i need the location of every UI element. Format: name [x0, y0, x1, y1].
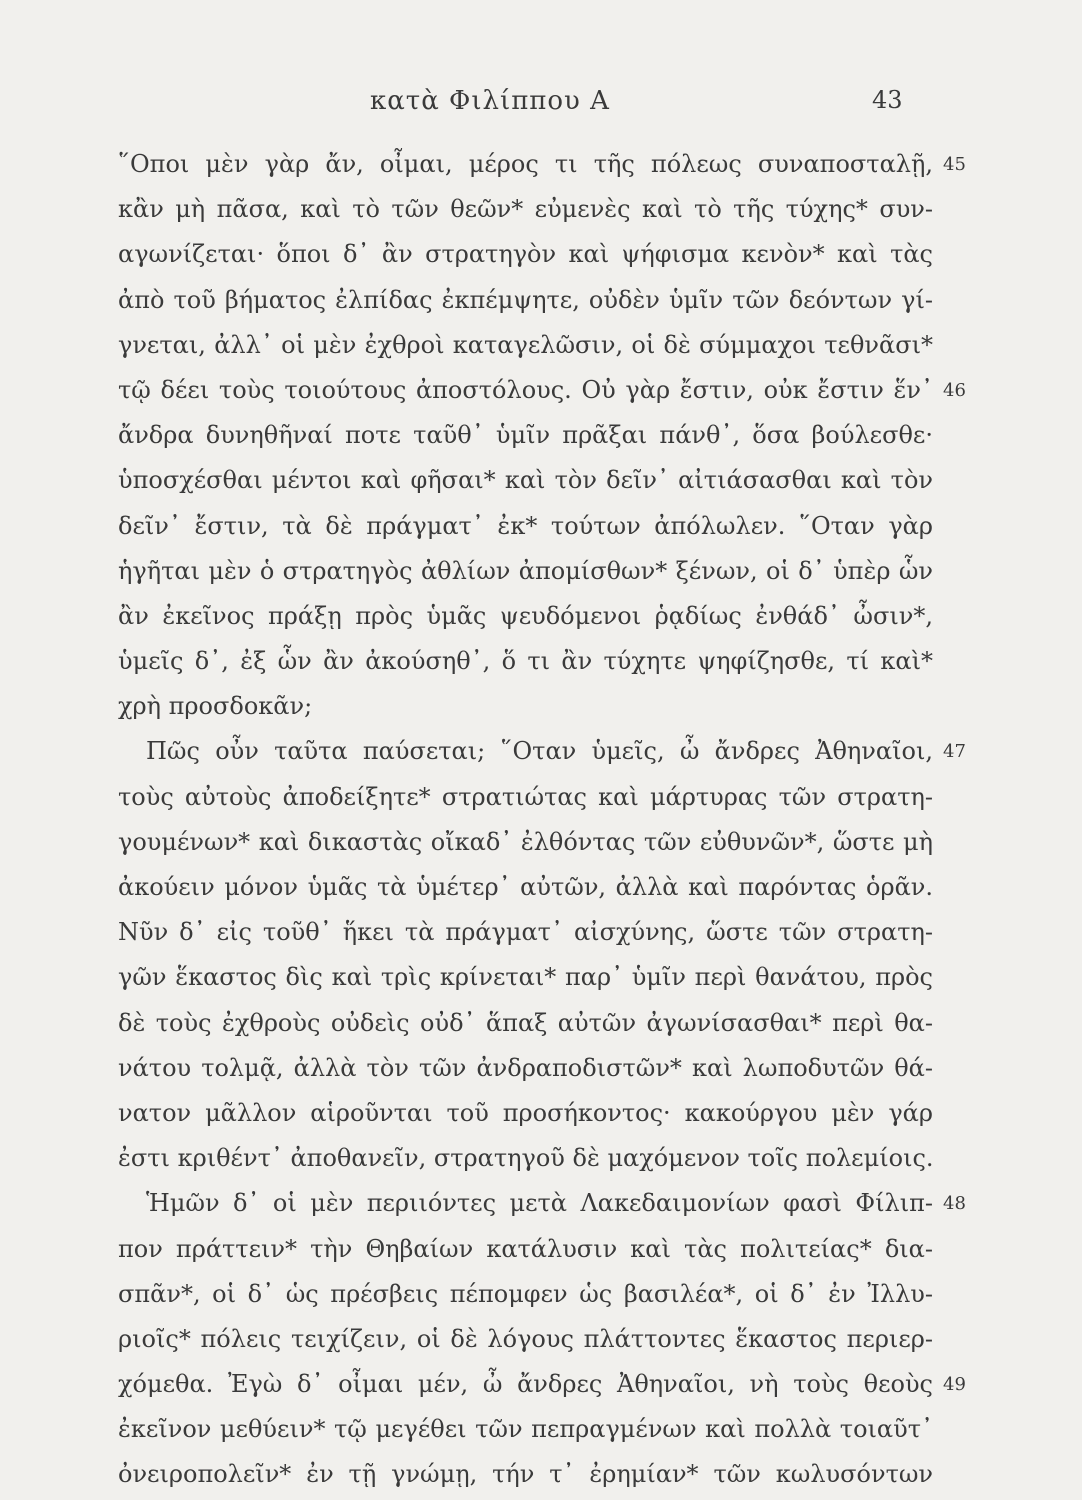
text-line — [118, 1227, 933, 1272]
line-text: ὀνειροπολεῖν* ἐν τῇ γνώμῃ, τήν τ᾽ ἐρημίαν* τῶν κωλυσόντων — [118, 1460, 933, 1489]
line-text: ἐκεῖνον μεθύειν* τῷ μεγέθει τῶν πεπραγμένων καὶ πολλὰ τοιαῦτ᾽ — [118, 1415, 933, 1444]
text-line — [118, 142, 966, 187]
line-text: ῞Οποι μὲν γὰρ ἄν, οἶμαι, μέρος τι τῆς πόλεως συναποσταλῇ, — [118, 150, 933, 178]
line-text: ἐστι κριθέντ᾽ ἀποθανεῖν, στρατηγοῦ δὲ μαχόμενον τοῖς πολεμίοις. — [118, 1144, 934, 1173]
line-text: Νῦν δ᾽ εἰς τοῦθ᾽ ἥκει τὰ πράγματ᾽ αἰσχύνης, ὥστε τῶν στρατη- — [118, 918, 933, 947]
text-line — [118, 775, 933, 820]
line-text: νάτου τολμᾷ, ἀλλὰ τὸν τῶν ἀνδραποδιστῶν* καὶ λωποδυτῶν θά- — [118, 1053, 933, 1082]
text-line — [118, 1407, 933, 1452]
line-text: χρὴ προσδοκᾶν; — [118, 692, 313, 721]
text-line — [118, 1272, 933, 1317]
section-number: 47 — [943, 741, 966, 763]
line-text: σπᾶν*, οἱ δ᾽ ὡς πρέσβεις πέπομφεν ὡς βασιλέα*, οἱ δ᾽ ἐν Ἰλλυ- — [118, 1279, 933, 1308]
text-line — [118, 865, 933, 910]
line-text: Πῶς οὖν ταῦτα παύσεται; ῞Οταν ὑμεῖς, ὦ ἄνδρες Ἀθηναῖοι, — [146, 737, 933, 766]
body-text — [118, 142, 966, 1498]
line-text: κἂν μὴ πᾶσα, καὶ τὸ τῶν θεῶν* εὐμενὲς καὶ τὸ τῆς τύχης* συν- — [118, 195, 933, 224]
text-line — [118, 232, 933, 277]
text-line — [118, 504, 933, 549]
line-text: ἄνδρα δυνηθῆναί ποτε ταῦθ᾽ ὑμῖν πρᾶξαι πάνθ᾽, ὅσα βούλεσθε· — [118, 421, 933, 450]
line-text: γῶν ἕκαστος δὶς καὶ τρὶς κρίνεται* παρ᾽ ὑμῖν περὶ θανάτου, πρὸς — [118, 963, 933, 992]
text-line — [118, 1452, 933, 1497]
line-text: τοὺς αὐτοὺς ἀποδείξητε* στρατιώτας καὶ μάρτυρας τῶν στρατη- — [118, 782, 933, 811]
text-line — [118, 1362, 966, 1407]
text-line — [118, 1181, 966, 1226]
text-line — [118, 955, 933, 1000]
line-text: ἀκούειν μόνον ὑμᾶς τὰ ὑμέτερ᾽ αὐτῶν, ἀλλὰ καὶ παρόντας ὁρᾶν. — [118, 873, 933, 901]
line-text: ριοῖς* πόλεις τειχίζειν, οἱ δὲ λόγους πλάττοντες ἕκαστος περιερ- — [118, 1324, 933, 1353]
text-line — [118, 594, 933, 639]
text-line — [118, 1046, 933, 1091]
text-line — [118, 820, 933, 865]
section-number: 49 — [943, 1374, 966, 1396]
text-line — [118, 278, 933, 323]
text-line — [118, 639, 933, 684]
line-text: χόμεθα. Ἐγὼ δ᾽ οἶμαι μέν, ὦ ἄνδρες Ἀθηναῖοι, νὴ τοὺς θεοὺς — [118, 1370, 933, 1399]
section-number: 45 — [943, 154, 966, 175]
text-line — [118, 413, 933, 458]
text-line — [118, 910, 933, 955]
line-text: τῷ δέει τοὺς τοιούτους ἀποστόλους. Οὐ γὰρ ἔστιν, οὐκ ἔστιν ἕν᾽ — [118, 375, 933, 404]
text-line — [118, 187, 933, 232]
line-text: νατον μᾶλλον αἱροῦνται τοῦ προσήκοντος· κακούργου μὲν γάρ — [118, 1098, 933, 1127]
text-line — [118, 323, 933, 368]
line-text: γνεται, ἀλλ᾽ οἱ μὲν ἐχθροὶ καταγελῶσιν, οἱ δὲ σύμμαχοι τεθνᾶσι* — [118, 330, 933, 359]
page-header — [0, 86, 1082, 126]
text-line — [118, 549, 933, 594]
line-text: πον πράττειν* τὴν Θηβαίων κατάλυσιν καὶ τὰς πολιτείας* δια- — [118, 1234, 933, 1263]
line-text: ὑμεῖς δ᾽, ἐξ ὧν ἂν ἀκούσηθ᾽, ὅ τι ἂν τύχητε ψηφίζησθε, τί καὶ* — [118, 647, 933, 676]
text-line — [118, 729, 966, 774]
running-head: κατὰ Φιλίππου Α — [370, 86, 610, 116]
line-text: ἀπὸ τοῦ βήματος ἐλπίδας ἐκπέμψητε, οὐδὲν ὑμῖν τῶν δεόντων γί- — [118, 285, 933, 314]
section-number: 48 — [943, 1193, 966, 1215]
line-text: ἡγῆται μὲν ὁ στρατηγὸς ἀθλίων ἀπομίσθων* ξένων, οἱ δ᾽ ὑπὲρ ὧν — [118, 556, 933, 585]
text-line — [118, 1001, 933, 1046]
line-text: αγωνίζεται· ὅποι δ᾽ ἂν στρατηγὸν καὶ ψήφισμα κενὸν* καὶ τὰς — [118, 240, 933, 269]
line-text: δὲ τοὺς ἐχθροὺς οὐδεὶς οὐδ᾽ ἅπαξ αὐτῶν ἀγωνίσασθαι* περὶ θα- — [118, 1008, 933, 1037]
text-line — [118, 458, 933, 503]
text-line — [118, 368, 966, 413]
line-text: Ἡμῶν δ᾽ οἱ μὲν περιιόντες μετὰ Λακεδαιμονίων φασὶ Φίλιπ- — [146, 1189, 933, 1218]
text-line — [118, 1136, 933, 1181]
text-line — [118, 684, 933, 729]
line-text: δεῖν᾽ ἔστιν, τὰ δὲ πράγματ᾽ ἐκ* τούτων ἀπόλωλεν. ῞Οταν γὰρ — [118, 511, 933, 540]
text-line — [118, 1317, 933, 1362]
line-text: ἂν ἐκεῖνος πράξῃ πρὸς ὑμᾶς ψευδόμενοι ῥᾳδίως ἐνθάδ᾽ ὦσιν*, — [118, 601, 933, 630]
section-number: 46 — [943, 379, 966, 401]
page-number: 43 — [872, 86, 903, 114]
text-line — [118, 1091, 933, 1136]
line-text: ὑποσχέσθαι μέντοι καὶ φῆσαι* καὶ τὸν δεῖν᾽ αἰτιάσασθαι καὶ τὸν — [118, 466, 933, 495]
line-text: γουμένων* καὶ δικαστὰς οἴκαδ᾽ ἐλθόντας τῶν εὐθυνῶν*, ὥστε μὴ — [118, 827, 933, 856]
